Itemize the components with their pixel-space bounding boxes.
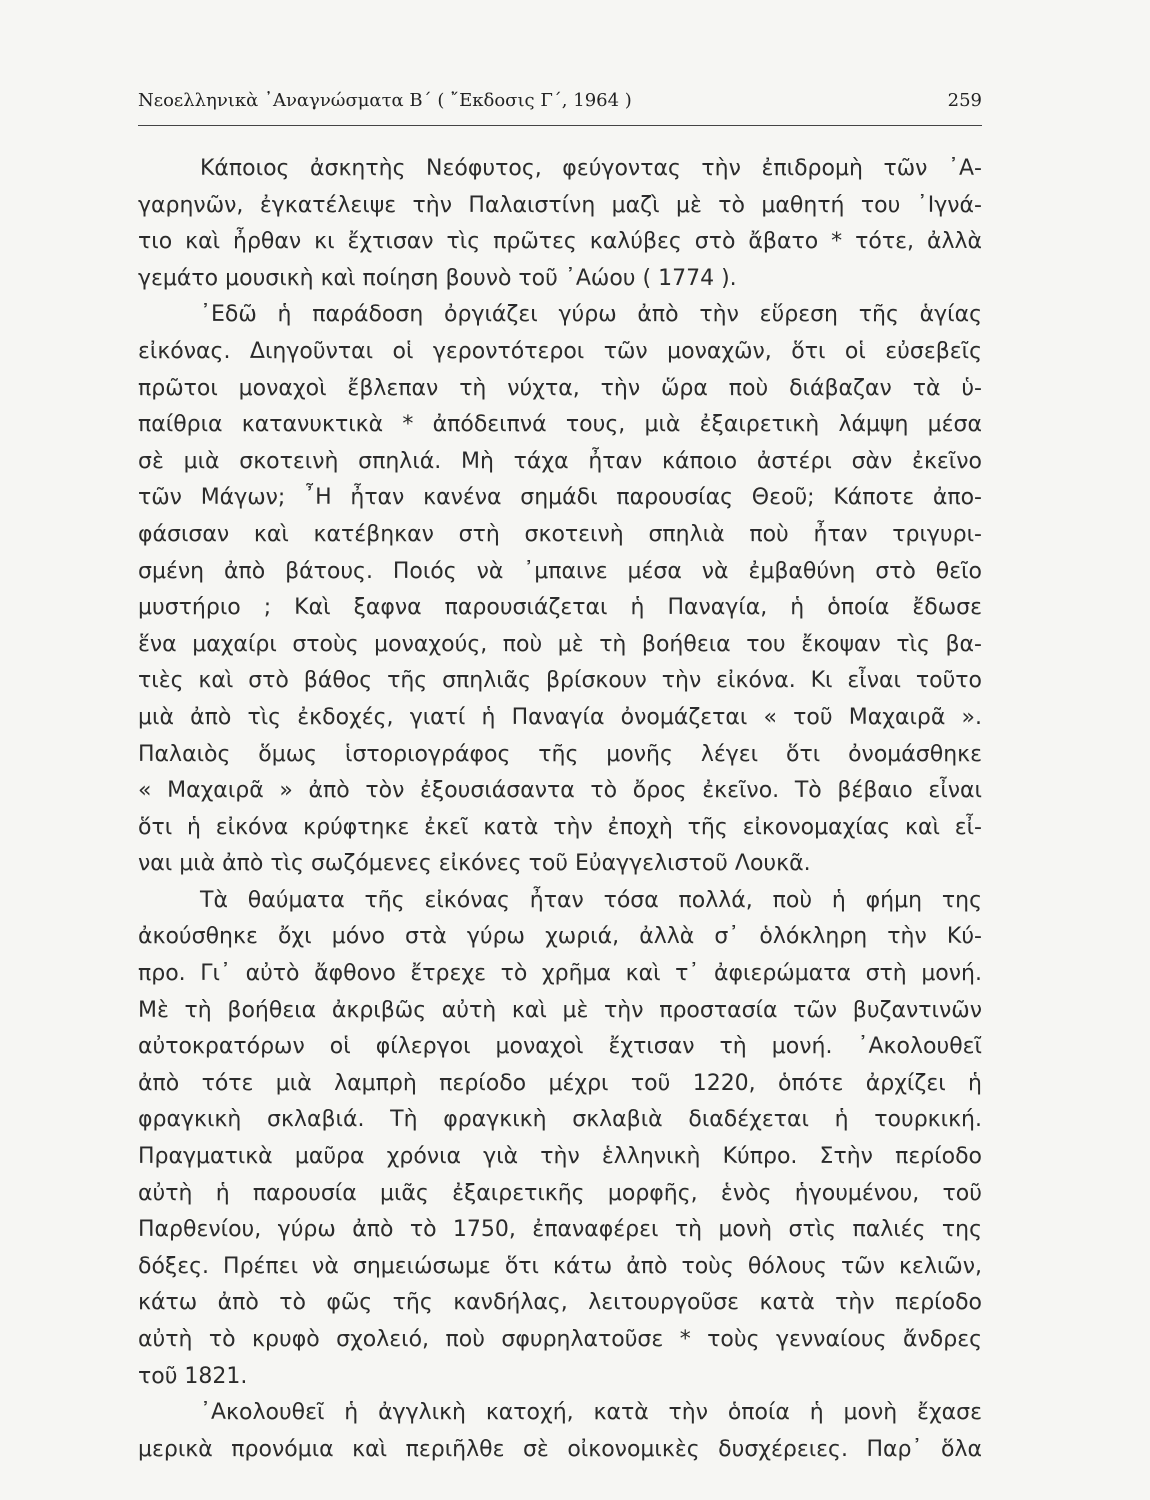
running-header <box>138 86 982 116</box>
page-number: 259 <box>947 90 982 111</box>
text-line: ναι μιὰ ἀπὸ τὶς σωζόμενες εἰκόνες τοῦ Εὐαγγελιστοῦ Λουκᾶ. <box>138 851 811 877</box>
text-line: γαρηνῶν, ἐγκατέλειψε τὴν Παλαιστίνη μαζὶ μὲ τὸ μαθητή του ᾿Ιγνά- <box>138 192 982 218</box>
body-text <box>138 151 982 1468</box>
text-line: μυστήριο ; Καὶ ξαφνα παρουσιάζεται ἡ Παναγία, ἡ ὁποία ἔδωσε <box>138 595 982 621</box>
text-line: δόξες. Πρέπει νὰ σημειώσωμε ὅτι κάτω ἀπὸ τοὺς θόλους τῶν κελιῶν, <box>138 1253 982 1279</box>
text-line: τιὲς καὶ στὸ βάθος τῆς σπηλιᾶς βρίσκουν τὴν εἰκόνα. Κι εἶναι τοῦτο <box>138 668 982 694</box>
text-line: Παλαιὸς ὅμως ἱστοριογράφος τῆς μονῆς λέγει ὅτι ὀνομάσθηκε <box>138 741 982 767</box>
text-line: προ. Γι᾿ αὐτὸ ἄφθονο ἔτρεχε τὸ χρῆμα καὶ τ᾿ ἀφιερώματα στὴ μονή. <box>138 961 982 987</box>
text-line: μιὰ ἀπὸ τὶς ἐκδοχές, γιατί ἡ Παναγία ὀνομάζεται « τοῦ Μαχαιρᾶ ». <box>138 704 982 730</box>
text-line: σμένη ἀπὸ βάτους. Ποιός νὰ ᾿μπαινε μέσα νὰ ἐμβαθύνη στὸ θεῖο <box>138 558 982 584</box>
header-title: Νεοελληνικὰ ᾿Αναγνώσματα Β΄ ( ῎Εκδοσις Γ΄, 1964 ) <box>138 90 632 111</box>
text-line: Κάποιος ἀσκητὴς Νεόφυτος, φεύγοντας τὴν ἐπιδρομὴ τῶν ᾿Α- <box>200 156 982 181</box>
text-line: ᾿Ακολουθεῖ ἡ ἀγγλικὴ κατοχή, κατὰ τὴν ὁποία ἡ μονὴ ἔχασε <box>200 1400 982 1426</box>
text-line: γεμάτο μουσικὴ καὶ ποίηση βουνὸ τοῦ ᾿Αώου ( 1774 ). <box>138 265 737 291</box>
text-line: μερικὰ προνόμια καὶ περιῆλθε σὲ οἰκονομικὲς δυσχέρειες. Παρ᾿ ὅλα <box>138 1436 982 1462</box>
text-line: τιο καὶ ἦρθαν κι ἔχτισαν τὶς πρῶτες καλύβες στὸ ἄβατο * τότε, ἀλλὰ <box>138 229 982 255</box>
text-line: πρῶτοι μοναχοὶ ἔβλεπαν τὴ νύχτα, τὴν ὥρα ποὺ διάβαζαν τὰ ὑ- <box>138 375 982 401</box>
text-line: τοῦ 1821. <box>138 1363 248 1389</box>
text-line: σὲ μιὰ σκοτεινὴ σπηλιά. Μὴ τάχα ἦταν κάποιο ἀστέρι σὰν ἐκεῖνο <box>138 448 982 474</box>
text-line: αὐτὴ ἡ παρουσία μιᾶς ἐξαιρετικῆς μορφῆς, ἑνὸς ἡγουμένου, τοῦ <box>138 1180 982 1206</box>
text-line: παίθρια κατανυκτικὰ * ἀπόδειπνά τους, μιὰ ἐξαιρετικὴ λάμψη μέσα <box>138 412 982 438</box>
text-line: Παρθενίου, γύρω ἀπὸ τὸ 1750, ἐπαναφέρει τὴ μονὴ στὶς παλιές της <box>138 1217 982 1243</box>
text-line: Μὲ τὴ βοήθεια ἀκριβῶς αὐτὴ καὶ μὲ τὴν προστασία τῶν βυζαντινῶν <box>138 997 982 1023</box>
text-line: αὐτοκρατόρων οἱ φίλεργοι μοναχοὶ ἔχτισαν τὴ μονή. ᾿Ακολουθεῖ <box>138 1034 982 1060</box>
text-line: φραγκικὴ σκλαβιά. Τὴ φραγκικὴ σκλαβιὰ διαδέχεται ἡ τουρκική. <box>138 1107 982 1133</box>
text-line: αὐτὴ τὸ κρυφὸ σχολειό, ποὺ σφυρηλατοῦσε * τοὺς γενναίους ἄνδρες <box>138 1327 982 1352</box>
text-line: ἀπὸ τότε μιὰ λαμπρὴ περίοδο μέχρι τοῦ 1220, ὁπότε ἀρχίζει ἡ <box>138 1070 982 1096</box>
text-line: εἰκόνας. Διηγοῦνται οἱ γεροντότεροι τῶν μοναχῶν, ὅτι οἱ εὐσεβεῖς <box>138 338 982 364</box>
text-line: φάσισαν καὶ κατέβηκαν στὴ σκοτεινὴ σπηλιὰ ποὺ ἦταν τριγυρι- <box>138 521 982 547</box>
text-line: Τὰ θαύματα τῆς εἰκόνας ἦταν τόσα πολλά, ποὺ ἡ φήμη της <box>200 887 982 913</box>
text-line: ἀκούσθηκε ὄχι μόνο στὰ γύρω χωριά, ἀλλὰ σ᾿ ὁλόκληρη τὴν Κύ- <box>138 924 982 950</box>
text-line: ὅτι ἡ εἰκόνα κρύφτηκε ἐκεῖ κατὰ τὴν ἐποχὴ τῆς εἰκονομαχίας καὶ εἶ- <box>138 814 982 840</box>
text-line: ᾿Εδῶ ἡ παράδοση ὀργιάζει γύρω ἀπὸ τὴν εὕρεση τῆς ἁγίας <box>200 302 982 328</box>
text-line: ἕνα μαχαίρι στοὺς μοναχούς, ποὺ μὲ τὴ βοήθεια του ἔκοψαν τὶς βα- <box>138 631 982 657</box>
text-line: κάτω ἀπὸ τὸ φῶς τῆς κανδήλας, λειτουργοῦσε κατὰ τὴν περίοδο <box>138 1290 982 1316</box>
text-line: Πραγματικὰ μαῦρα χρόνια γιὰ τὴν ἑλληνικὴ Κύπρο. Στὴν περίοδο <box>138 1144 982 1170</box>
text-line: τῶν Μάγων; ῏Η ἦταν κανένα σημάδι παρουσίας Θεοῦ; Κάποτε ἀπο- <box>138 485 982 511</box>
header-rule <box>138 125 982 126</box>
text-line: « Μαχαιρᾶ » ἀπὸ τὸν ἐξουσιάσαντα τὸ ὄρος ἐκεῖνο. Τὸ βέβαιο εἶναι <box>138 778 982 804</box>
